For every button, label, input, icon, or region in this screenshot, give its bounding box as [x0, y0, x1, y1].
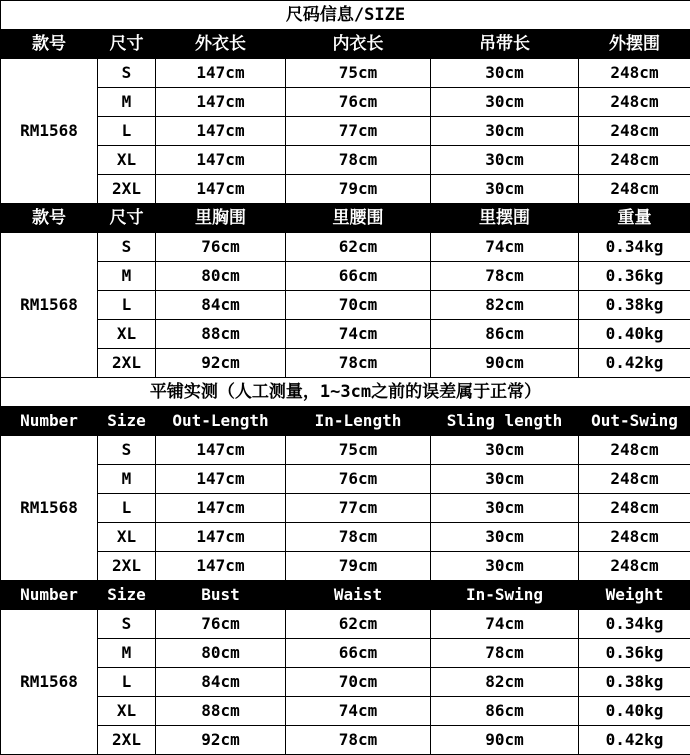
chart-title: 尺码信息/SIZE [1, 1, 690, 30]
size-label-cell: XL [98, 146, 156, 175]
header-cell: 外摆围 [579, 30, 690, 59]
measurement-note: 平铺实测（人工测量，1~3cm之前的误差属于正常） [1, 378, 690, 407]
size-label-cell: 2XL [98, 726, 156, 755]
value-cell: 78cm [286, 726, 431, 755]
header-cell: Bust [156, 581, 286, 610]
table-row [1, 639, 690, 668]
value-cell: 70cm [286, 668, 431, 697]
table-row [1, 175, 690, 204]
value-cell: 88cm [156, 320, 286, 349]
value-cell: 30cm [431, 59, 579, 88]
size-label-cell: 2XL [98, 175, 156, 204]
value-cell: 147cm [156, 146, 286, 175]
value-cell: 147cm [156, 494, 286, 523]
value-cell: 147cm [156, 523, 286, 552]
value-cell: 30cm [431, 146, 579, 175]
value-cell: 248cm [579, 552, 690, 581]
value-cell: 90cm [431, 726, 579, 755]
value-cell: 79cm [286, 552, 431, 581]
header-cell: 里腰围 [286, 204, 431, 233]
size-label-cell: M [98, 262, 156, 291]
style-code-cell: RM1568 [1, 59, 98, 204]
value-cell: 62cm [286, 233, 431, 262]
table-row [1, 291, 690, 320]
value-cell: 77cm [286, 117, 431, 146]
value-cell: 70cm [286, 291, 431, 320]
size-label-cell: M [98, 639, 156, 668]
value-cell: 84cm [156, 668, 286, 697]
header-cell: Number [1, 407, 98, 436]
table-row [1, 117, 690, 146]
table-row [1, 233, 690, 262]
value-cell: 88cm [156, 697, 286, 726]
header-cell: In-Length [286, 407, 431, 436]
value-cell: 66cm [286, 262, 431, 291]
table-row [1, 146, 690, 175]
size-label-cell: S [98, 436, 156, 465]
size-label-cell: M [98, 88, 156, 117]
value-cell: 74cm [431, 610, 579, 639]
value-cell: 147cm [156, 59, 286, 88]
value-cell: 74cm [286, 320, 431, 349]
header-cell: 里胸围 [156, 204, 286, 233]
table-row [1, 697, 690, 726]
size-label-cell: L [98, 291, 156, 320]
value-cell: 76cm [286, 88, 431, 117]
value-cell: 0.42kg [579, 726, 690, 755]
header-cell: 外衣长 [156, 30, 286, 59]
size-label-cell: 2XL [98, 349, 156, 378]
value-cell: 147cm [156, 175, 286, 204]
value-cell: 147cm [156, 436, 286, 465]
table3-header-row [1, 407, 690, 436]
value-cell: 248cm [579, 436, 690, 465]
table-row [1, 668, 690, 697]
value-cell: 30cm [431, 494, 579, 523]
header-cell: Out-Swing [579, 407, 690, 436]
header-cell: 尺寸 [98, 30, 156, 59]
value-cell: 92cm [156, 349, 286, 378]
value-cell: 248cm [579, 175, 690, 204]
header-cell: Sling length [431, 407, 579, 436]
value-cell: 80cm [156, 262, 286, 291]
table-row [1, 494, 690, 523]
table2-header-row [1, 204, 690, 233]
value-cell: 0.36kg [579, 262, 690, 291]
value-cell: 30cm [431, 552, 579, 581]
value-cell: 74cm [286, 697, 431, 726]
value-cell: 248cm [579, 465, 690, 494]
value-cell: 78cm [286, 523, 431, 552]
table-row [1, 349, 690, 378]
value-cell: 66cm [286, 639, 431, 668]
style-code-cell: RM1568 [1, 610, 98, 755]
table-row [1, 552, 690, 581]
value-cell: 248cm [579, 88, 690, 117]
measurement-note-row [1, 378, 690, 407]
table-row [1, 88, 690, 117]
header-cell: 尺寸 [98, 204, 156, 233]
value-cell: 86cm [431, 697, 579, 726]
header-cell: 款号 [1, 30, 98, 59]
value-cell: 79cm [286, 175, 431, 204]
value-cell: 30cm [431, 175, 579, 204]
size-label-cell: XL [98, 697, 156, 726]
table-row [1, 436, 690, 465]
header-cell: Waist [286, 581, 431, 610]
header-cell: Weight [579, 581, 690, 610]
value-cell: 248cm [579, 59, 690, 88]
size-label-cell: XL [98, 320, 156, 349]
table-row [1, 465, 690, 494]
value-cell: 30cm [431, 117, 579, 146]
value-cell: 62cm [286, 610, 431, 639]
value-cell: 0.36kg [579, 639, 690, 668]
value-cell: 75cm [286, 59, 431, 88]
value-cell: 248cm [579, 494, 690, 523]
value-cell: 78cm [286, 146, 431, 175]
value-cell: 147cm [156, 117, 286, 146]
value-cell: 0.38kg [579, 291, 690, 320]
value-cell: 82cm [431, 291, 579, 320]
table4-header-row [1, 581, 690, 610]
value-cell: 80cm [156, 639, 286, 668]
size-label-cell: XL [98, 523, 156, 552]
value-cell: 76cm [156, 233, 286, 262]
header-cell: Number [1, 581, 98, 610]
value-cell: 0.40kg [579, 697, 690, 726]
value-cell: 30cm [431, 436, 579, 465]
size-label-cell: L [98, 494, 156, 523]
header-cell: 里摆围 [431, 204, 579, 233]
value-cell: 82cm [431, 668, 579, 697]
header-cell: 吊带长 [431, 30, 579, 59]
value-cell: 84cm [156, 291, 286, 320]
table-row [1, 320, 690, 349]
size-label-cell: S [98, 233, 156, 262]
value-cell: 0.42kg [579, 349, 690, 378]
table-row [1, 726, 690, 755]
value-cell: 248cm [579, 117, 690, 146]
value-cell: 90cm [431, 349, 579, 378]
value-cell: 76cm [156, 610, 286, 639]
value-cell: 77cm [286, 494, 431, 523]
style-code-cell: RM1568 [1, 233, 98, 378]
header-cell: Out-Length [156, 407, 286, 436]
value-cell: 30cm [431, 88, 579, 117]
header-cell: Size [98, 581, 156, 610]
table-row [1, 523, 690, 552]
value-cell: 86cm [431, 320, 579, 349]
value-cell: 92cm [156, 726, 286, 755]
value-cell: 147cm [156, 465, 286, 494]
value-cell: 0.34kg [579, 610, 690, 639]
value-cell: 147cm [156, 88, 286, 117]
value-cell: 78cm [431, 262, 579, 291]
value-cell: 0.34kg [579, 233, 690, 262]
value-cell: 78cm [286, 349, 431, 378]
value-cell: 76cm [286, 465, 431, 494]
table1-header-row [1, 30, 690, 59]
value-cell: 0.40kg [579, 320, 690, 349]
table-row [1, 59, 690, 88]
size-label-cell: M [98, 465, 156, 494]
value-cell: 30cm [431, 465, 579, 494]
size-label-cell: L [98, 117, 156, 146]
header-cell: Size [98, 407, 156, 436]
value-cell: 147cm [156, 552, 286, 581]
header-cell: In-Swing [431, 581, 579, 610]
header-cell: 内衣长 [286, 30, 431, 59]
size-label-cell: S [98, 610, 156, 639]
size-label-cell: L [98, 668, 156, 697]
style-code-cell: RM1568 [1, 436, 98, 581]
header-cell: 款号 [1, 204, 98, 233]
table-row [1, 610, 690, 639]
value-cell: 75cm [286, 436, 431, 465]
header-cell: 重量 [579, 204, 690, 233]
size-label-cell: 2XL [98, 552, 156, 581]
value-cell: 78cm [431, 639, 579, 668]
value-cell: 248cm [579, 146, 690, 175]
size-label-cell: S [98, 59, 156, 88]
value-cell: 0.38kg [579, 668, 690, 697]
table-row [1, 262, 690, 291]
value-cell: 30cm [431, 523, 579, 552]
value-cell: 74cm [431, 233, 579, 262]
value-cell: 248cm [579, 523, 690, 552]
